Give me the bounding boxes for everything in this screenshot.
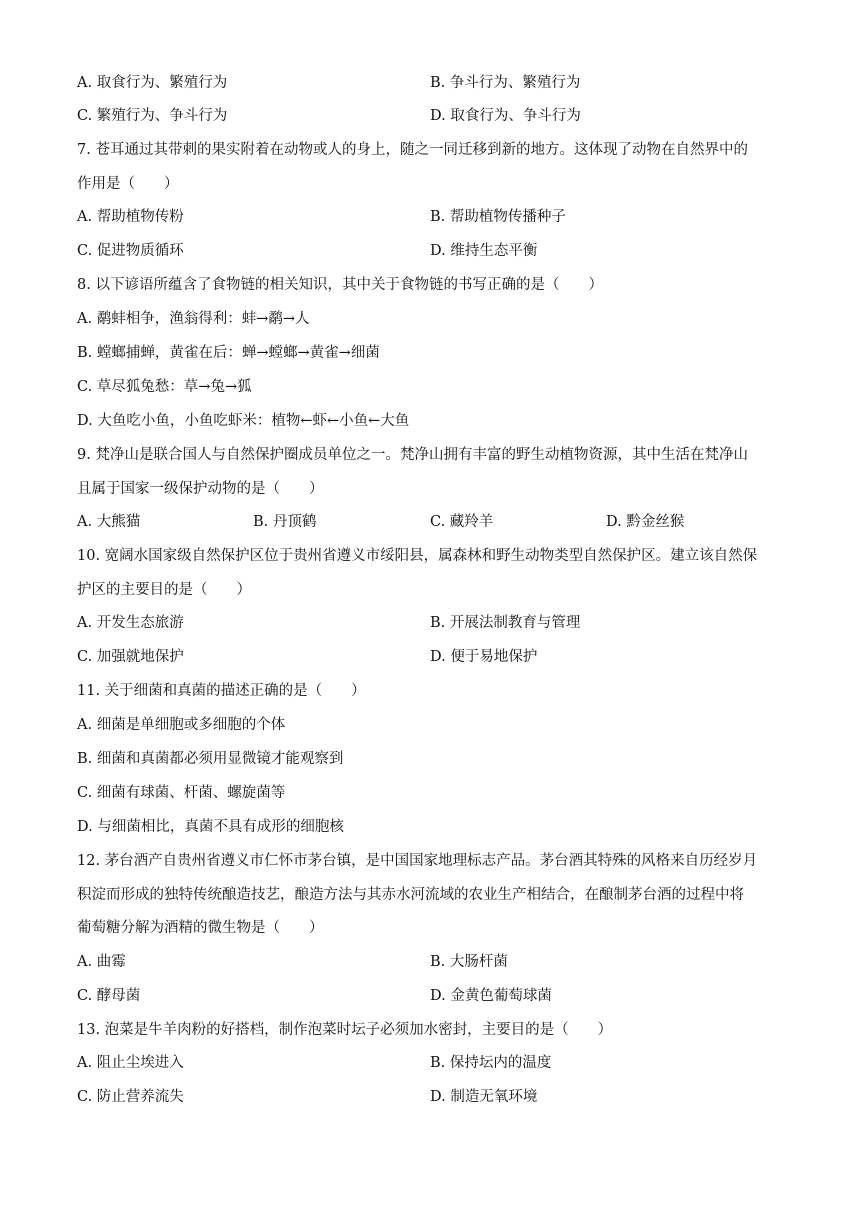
q8-option-c: C. 草尽狐兔愁：草→兔→狐 bbox=[77, 379, 252, 395]
q9-option-a: A. 大熊猫 bbox=[77, 514, 141, 530]
q12-option-d: D. 金黄色葡萄球菌 bbox=[430, 988, 552, 1004]
q9-option-d: D. 黔金丝猴 bbox=[606, 514, 685, 530]
q6-option-a: A. 取食行为、繁殖行为 bbox=[77, 75, 228, 91]
q12-stem-line-3: 葡萄糖分解为酒精的微生物是（ ） bbox=[77, 920, 324, 936]
q10-option-d: D. 便于易地保护 bbox=[430, 649, 538, 665]
q13-option-b: B. 保持坛内的温度 bbox=[430, 1055, 552, 1071]
q11-option-c: C. 细菌有球菌、杆菌、螺旋菌等 bbox=[77, 785, 286, 801]
q10-option-b: B. 开展法制教育与管理 bbox=[430, 615, 581, 631]
q11-option-b: B. 细菌和真菌都必须用显微镜才能观察到 bbox=[77, 751, 344, 767]
q7-stem-line-1: 7. 苍耳通过其带刺的果实附着在动物或人的身上，随之一同迁移到新的地方。这体现了动物在自然界中的 bbox=[77, 142, 748, 158]
q12-stem-line-1: 12. 茅台酒产自贵州省遵义市仁怀市茅台镇，是中国国家地理标志产品。茅台酒其特殊的风格来自历经岁月 bbox=[77, 853, 758, 869]
q9-stem-line-1: 9. 梵净山是联合国人与自然保护圈成员单位之一。梵净山拥有丰富的野生动植物资源，其中生活在梵净山 bbox=[77, 447, 748, 463]
q13-option-d: D. 制造无氧环境 bbox=[430, 1089, 538, 1105]
q8-option-a: A. 鹬蚌相争，渔翁得利：蚌→鹬→人 bbox=[77, 311, 310, 327]
q8-stem: 8. 以下谚语所蕴含了食物链的相关知识，其中关于食物链的书写正确的是（ ） bbox=[77, 277, 603, 293]
q8-option-d: D. 大鱼吃小鱼，小鱼吃虾米：植物←虾←小鱼←大鱼 bbox=[77, 413, 410, 429]
q9-option-c: C. 藏羚羊 bbox=[430, 514, 494, 530]
q10-stem-line-2: 护区的主要目的是（ ） bbox=[77, 582, 251, 598]
q11-option-a: A. 细菌是单细胞或多细胞的个体 bbox=[77, 717, 286, 733]
q10-stem-line-1: 10. 宽阔水国家级自然保护区位于贵州省遵义市绥阳县，属森林和野生动物类型自然保护区。建立该自然保 bbox=[77, 548, 758, 564]
q7-option-d: D. 维持生态平衡 bbox=[430, 243, 538, 259]
q13-option-c: C. 防止营养流失 bbox=[77, 1089, 184, 1105]
q13-stem: 13. 泡菜是牛羊肉粉的好搭档，制作泡菜时坛子必须加水密封，主要目的是（ ） bbox=[77, 1022, 613, 1038]
q12-stem-line-2: 积淀而形成的独特传统酿造技艺，酿造方法与其赤水河流域的农业生产相结合，在酿制茅台酒的过程中将 bbox=[77, 887, 744, 903]
q12-option-a: A. 曲霉 bbox=[77, 954, 126, 970]
q13-option-a: A. 阻止尘埃进入 bbox=[77, 1055, 184, 1071]
q12-option-c: C. 酵母菌 bbox=[77, 988, 141, 1004]
q12-option-b: B. 大肠杆菌 bbox=[430, 954, 508, 970]
q6-option-d: D. 取食行为、争斗行为 bbox=[430, 108, 581, 124]
q7-stem-line-2: 作用是（ ） bbox=[77, 176, 179, 192]
q7-option-a: A. 帮助植物传粉 bbox=[77, 209, 184, 225]
q9-stem-line-2: 且属于国家一级保护动物的是（ ） bbox=[77, 481, 324, 497]
q6-option-b: B. 争斗行为、繁殖行为 bbox=[430, 75, 581, 91]
q7-option-b: B. 帮助植物传播种子 bbox=[430, 209, 566, 225]
q7-option-c: C. 促进物质循环 bbox=[77, 243, 184, 259]
q10-option-c: C. 加强就地保护 bbox=[77, 649, 184, 665]
q10-option-a: A. 开发生态旅游 bbox=[77, 615, 184, 631]
q6-option-c: C. 繁殖行为、争斗行为 bbox=[77, 108, 228, 124]
q11-stem: 11. 关于细菌和真菌的描述正确的是（ ） bbox=[77, 683, 366, 699]
q11-option-d: D. 与细菌相比，真菌不具有成形的细胞核 bbox=[77, 819, 344, 835]
q8-option-b: B. 螳螂捕蝉，黄雀在后：蝉→螳螂→黄雀→细菌 bbox=[77, 345, 380, 361]
q9-option-b: B. 丹顶鹤 bbox=[253, 514, 317, 530]
